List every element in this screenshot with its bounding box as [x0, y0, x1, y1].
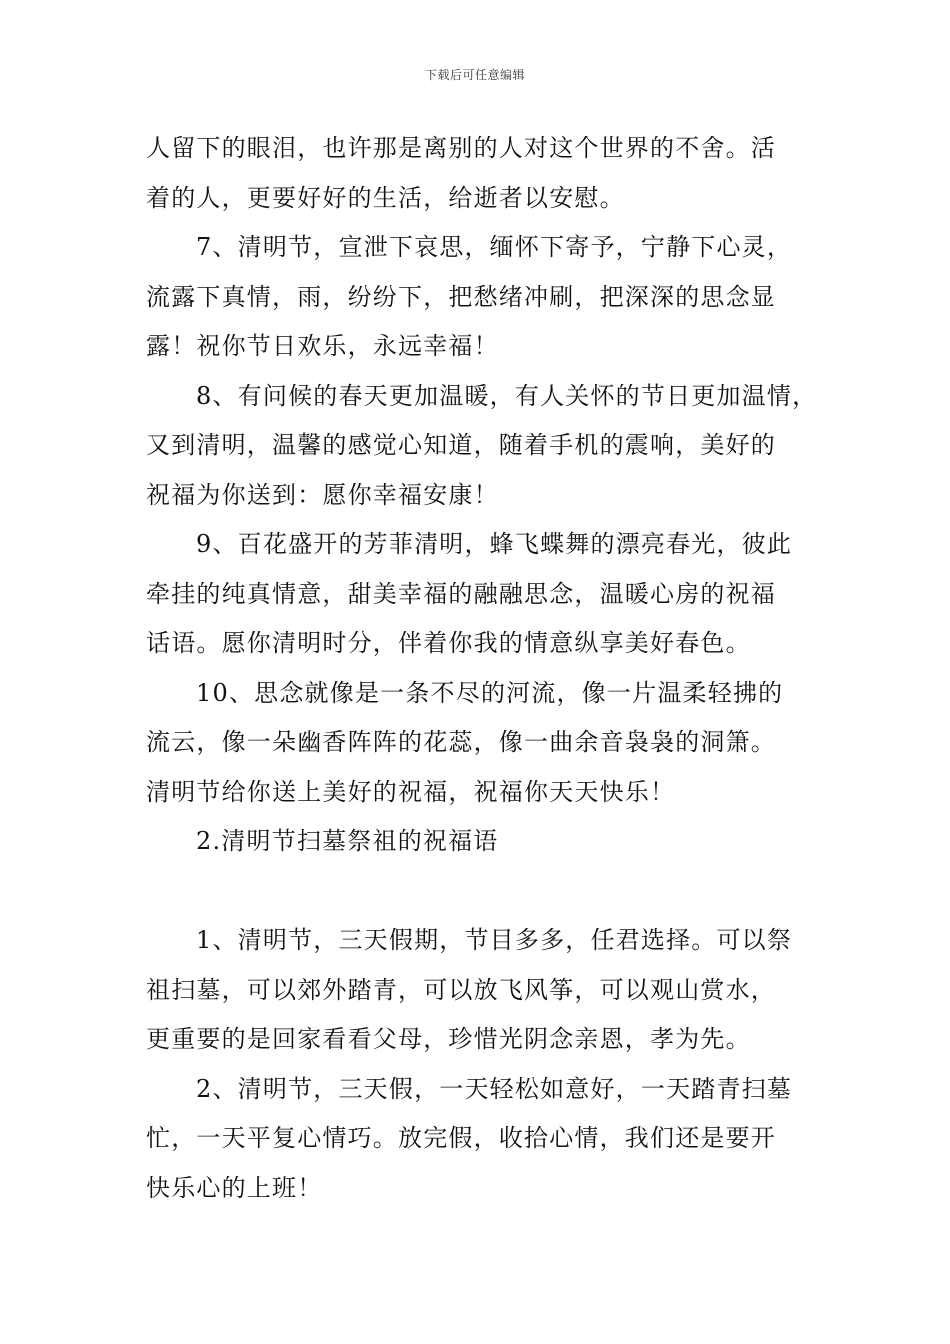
text-line: 更重要的是回家看看父母，珍惜光阴念亲恩，孝为先。: [146, 1025, 751, 1053]
text-line: 1、清明节，三天假期，节目多多，任君选择。可以祭: [196, 926, 793, 954]
text-line: 牵挂的纯真情意，甜美幸福的融融思念，温暖心房的祝福: [146, 579, 776, 608]
document-body: [146, 124, 818, 1213]
text-line: 8、有问候的春天更加温暖，有人关怀的节日更加温情，: [196, 381, 818, 410]
text-line: 话语。愿你清明时分，伴着你我的情意纵享美好春色。: [146, 629, 751, 657]
text-line: 露！祝你节日欢乐，永远幸福！: [146, 332, 499, 360]
section-heading: 2.清明节扫墓祭祖的祝福语: [196, 827, 499, 855]
text-line: 又到清明，温馨的感觉心知道，随着手机的震响，美好的: [146, 431, 776, 459]
text-line: 人留下的眼泪，也许那是离别的人对这个世界的不舍。活: [146, 134, 776, 162]
text-line: 9、百花盛开的芳菲清明，蜂飞蝶舞的漂亮春光，彼此: [196, 530, 793, 558]
page-header: 下载后可任意编辑: [424, 68, 525, 82]
text-line: 2、清明节，三天假，一天轻松如意好，一天踏青扫墓: [196, 1074, 793, 1103]
text-line: 清明节给你送上美好的祝福，祝福你天天快乐！: [146, 777, 676, 806]
text-line: 流露下真情，雨，纷纷下，把愁绪冲刷，把深深的思念显: [146, 282, 776, 311]
text-line: 7、清明节，宣泄下哀思，缅怀下寄予，宁静下心灵，: [196, 233, 793, 261]
text-line: 着的人，更要好好的生活，给逝者以安慰。: [146, 183, 625, 212]
text-line: 10、思念就像是一条不尽的河流，像一片温柔轻拂的: [196, 678, 784, 707]
text-line: 祝福为你送到：愿你幸福安康！: [146, 480, 499, 509]
text-line: 流云，像一朵幽香阵阵的花蕊，像一曲余音袅袅的洞箫。: [146, 728, 776, 756]
text-line: 祖扫墓，可以郊外踏青，可以放飞风筝，可以观山赏水，: [146, 975, 776, 1004]
text-line: 忙，一天平复心情巧。放完假，收拾心情，我们还是要开: [146, 1124, 776, 1152]
blank-line: [146, 867, 812, 917]
text-line: 快乐心的上班！: [146, 1173, 323, 1202]
